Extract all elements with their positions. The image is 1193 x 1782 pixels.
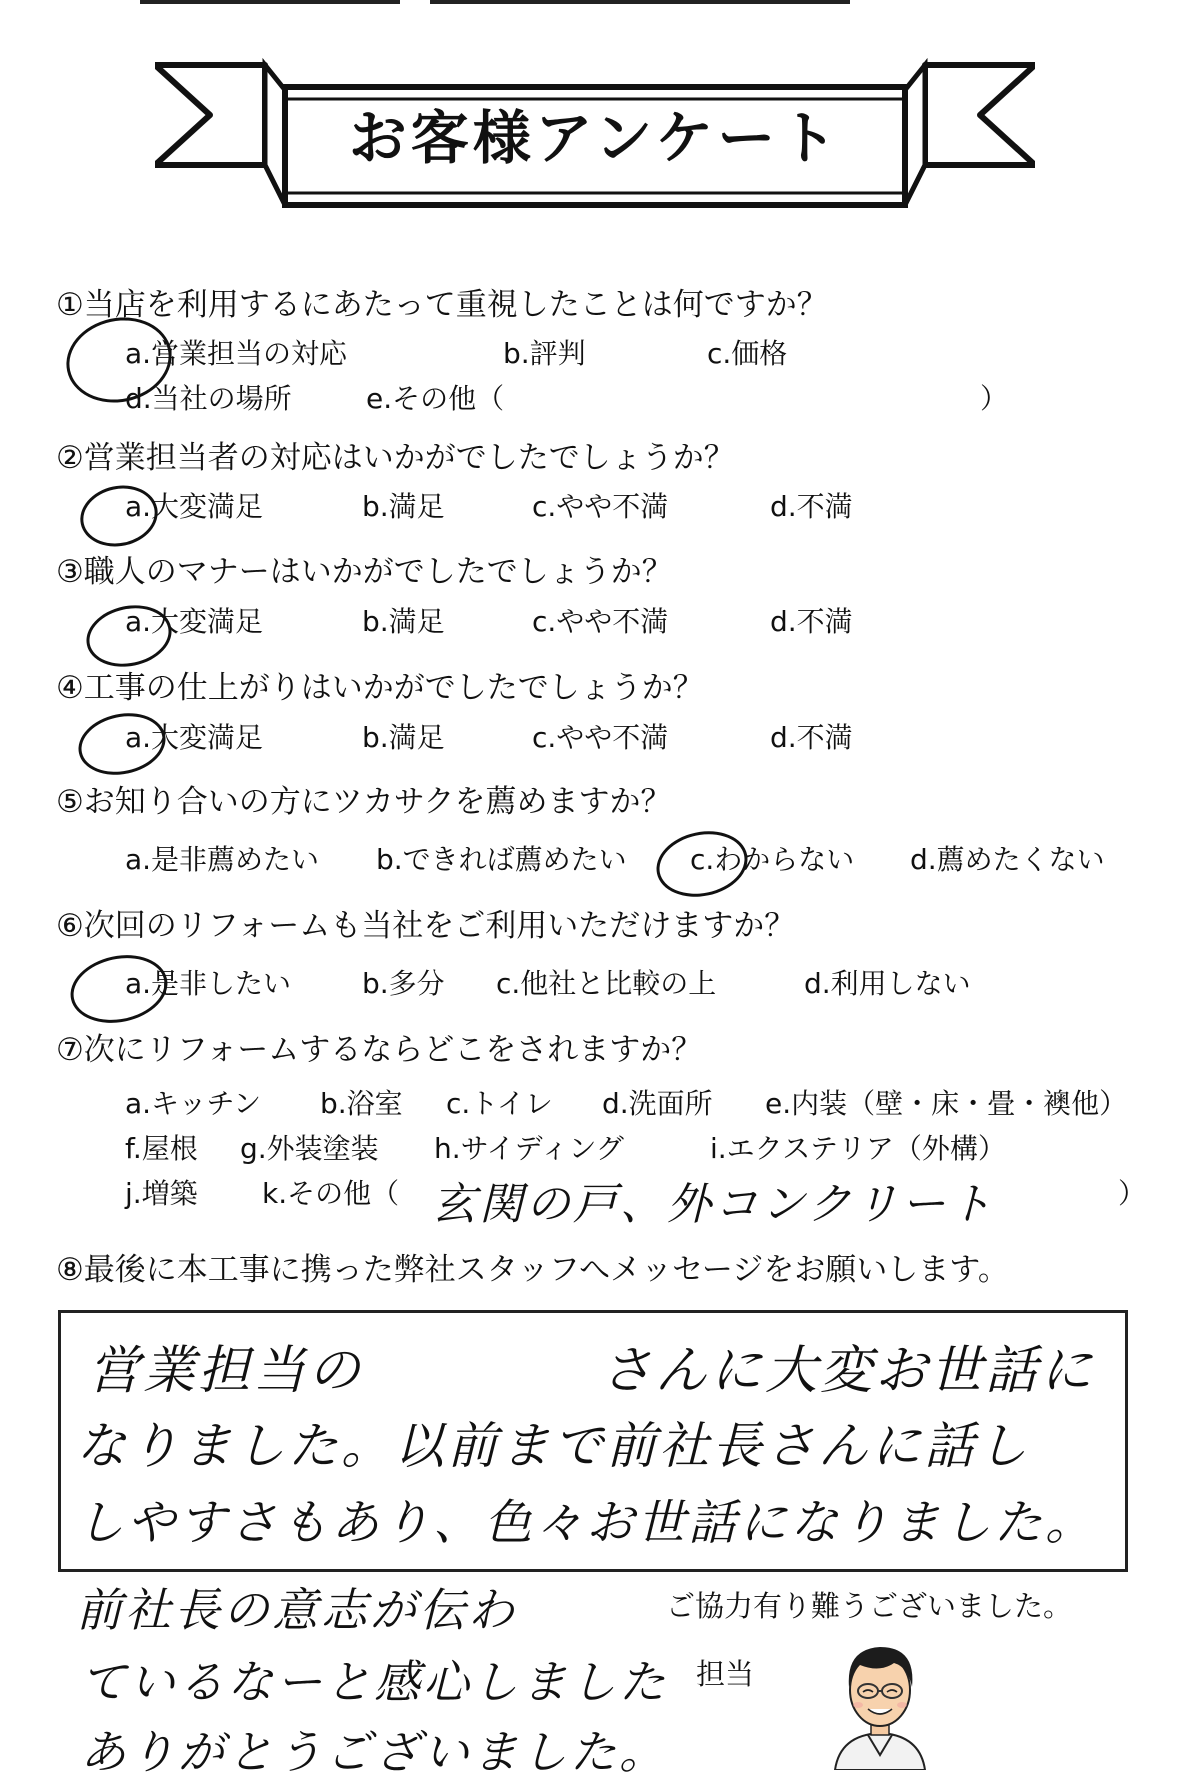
staff-label: 担当 (696, 1657, 755, 1691)
question-7: ⑦次にリフォームするならどこをされますか？ (56, 1032, 703, 1068)
q7-option-k[interactable]: k.その他（ (262, 1177, 400, 1210)
q3-option-a[interactable]: a.大変満足 (125, 605, 264, 638)
thanks-text: ご協力有り難うございました。 (666, 1589, 1073, 1623)
q7-option-i[interactable]: i.エクステリア（外構） (710, 1132, 1006, 1165)
q7-option-a[interactable]: a.キッチン (125, 1087, 262, 1120)
q6-option-c[interactable]: c.他社と比較の上 (496, 967, 717, 1000)
top-rule-right (430, 0, 850, 4)
q3-option-b[interactable]: b.満足 (362, 605, 445, 638)
q1-option-c[interactable]: c.価格 (707, 337, 788, 370)
q7-option-h[interactable]: h.サイディング (434, 1132, 624, 1165)
q7-option-b[interactable]: b.浴室 (320, 1087, 403, 1120)
footer-handwritten-3: ありがとうございました。 (80, 1725, 668, 1779)
question-8: ⑧最後に本工事に携った弊社スタッフへメッセージをお願いします。 (56, 1252, 1009, 1288)
q1-option-e[interactable]: e.その他（ (366, 382, 505, 415)
page-title: お客様アンケート (348, 104, 842, 172)
q1-option-e-close: ） (980, 382, 1009, 415)
q1-option-d[interactable]: d.当社の場所 (125, 382, 292, 415)
q7-option-j[interactable]: j.増築 (125, 1177, 198, 1210)
staff-avatar (830, 1635, 930, 1770)
footer-handwritten-1: 前社長の意志が伝わ (76, 1583, 517, 1637)
q4-option-b[interactable]: b.満足 (362, 721, 445, 754)
message-line-1b: さんに大変お世話に (600, 1341, 1096, 1401)
question-3: ③職人のマナーはいかがでしたでしょうか？ (56, 554, 673, 590)
q7-option-e[interactable]: e.内装（壁・床・畳・襖他） (765, 1087, 1128, 1120)
q5-option-a[interactable]: a.是非薦めたい (125, 843, 320, 876)
q4-option-c[interactable]: c.やや不満 (532, 721, 669, 754)
q2-option-d[interactable]: d.不満 (770, 490, 853, 523)
q2-option-a[interactable]: a.大変満足 (125, 490, 264, 523)
message-line-2: なりました。以前まで前社長さんに話し (76, 1417, 1030, 1475)
question-2: ②営業担当者の対応はいかがでしたでしょうか？ (56, 440, 735, 476)
q4-selected-circle (73, 706, 172, 783)
q3-option-c[interactable]: c.やや不満 (532, 605, 669, 638)
message-line-1a: 営業担当の (88, 1341, 364, 1401)
q2-option-b[interactable]: b.満足 (362, 490, 445, 523)
q7-option-d[interactable]: d.洗面所 (602, 1087, 713, 1120)
q7-option-f[interactable]: f.屋根 (125, 1132, 198, 1165)
title-banner (155, 55, 1035, 215)
q7-option-c[interactable]: c.トイレ (446, 1087, 553, 1120)
q5-option-d[interactable]: d.薦めたくない (910, 843, 1105, 876)
q3-option-d[interactable]: d.不満 (770, 605, 853, 638)
q5-option-c[interactable]: c.わからない (690, 843, 855, 876)
question-6: ⑥次回のリフォームも当社をご利用いただけますか？ (56, 908, 796, 944)
q7-option-k-close: ） (1118, 1177, 1147, 1210)
message-line-3: しやすさもあり、色々お世話になりました。 (76, 1495, 1097, 1551)
question-1: ①当店を利用するにあたって重視したことは何ですか？ (56, 287, 828, 323)
q7-option-g[interactable]: g.外装塗装 (240, 1132, 379, 1165)
q5-selected-circle (650, 823, 753, 905)
q6-option-a[interactable]: a.是非したい (125, 967, 292, 1000)
q1-option-b[interactable]: b.評判 (503, 337, 586, 370)
q6-option-d[interactable]: d.利用しない (804, 967, 971, 1000)
q5-option-b[interactable]: b.できれば薦めたい (376, 843, 627, 876)
top-rule-left (140, 0, 400, 4)
question-5: ⑤お知り合いの方にツカサクを薦めますか？ (56, 784, 672, 820)
q6-selected-circle (64, 947, 174, 1032)
q7-handwritten-answer: 玄関の戸、外コンクリート (432, 1179, 996, 1230)
q2-option-c[interactable]: c.やや不満 (532, 490, 669, 523)
q4-option-a[interactable]: a.大変満足 (125, 721, 264, 754)
q4-option-d[interactable]: d.不満 (770, 721, 853, 754)
question-4: ④工事の仕上がりはいかがでしたでしょうか？ (56, 670, 704, 706)
q6-option-b[interactable]: b.多分 (362, 967, 445, 1000)
footer-handwritten-2: ているなーと感心しました (80, 1655, 668, 1709)
q1-option-a[interactable]: a.営業担当の対応 (125, 337, 348, 370)
